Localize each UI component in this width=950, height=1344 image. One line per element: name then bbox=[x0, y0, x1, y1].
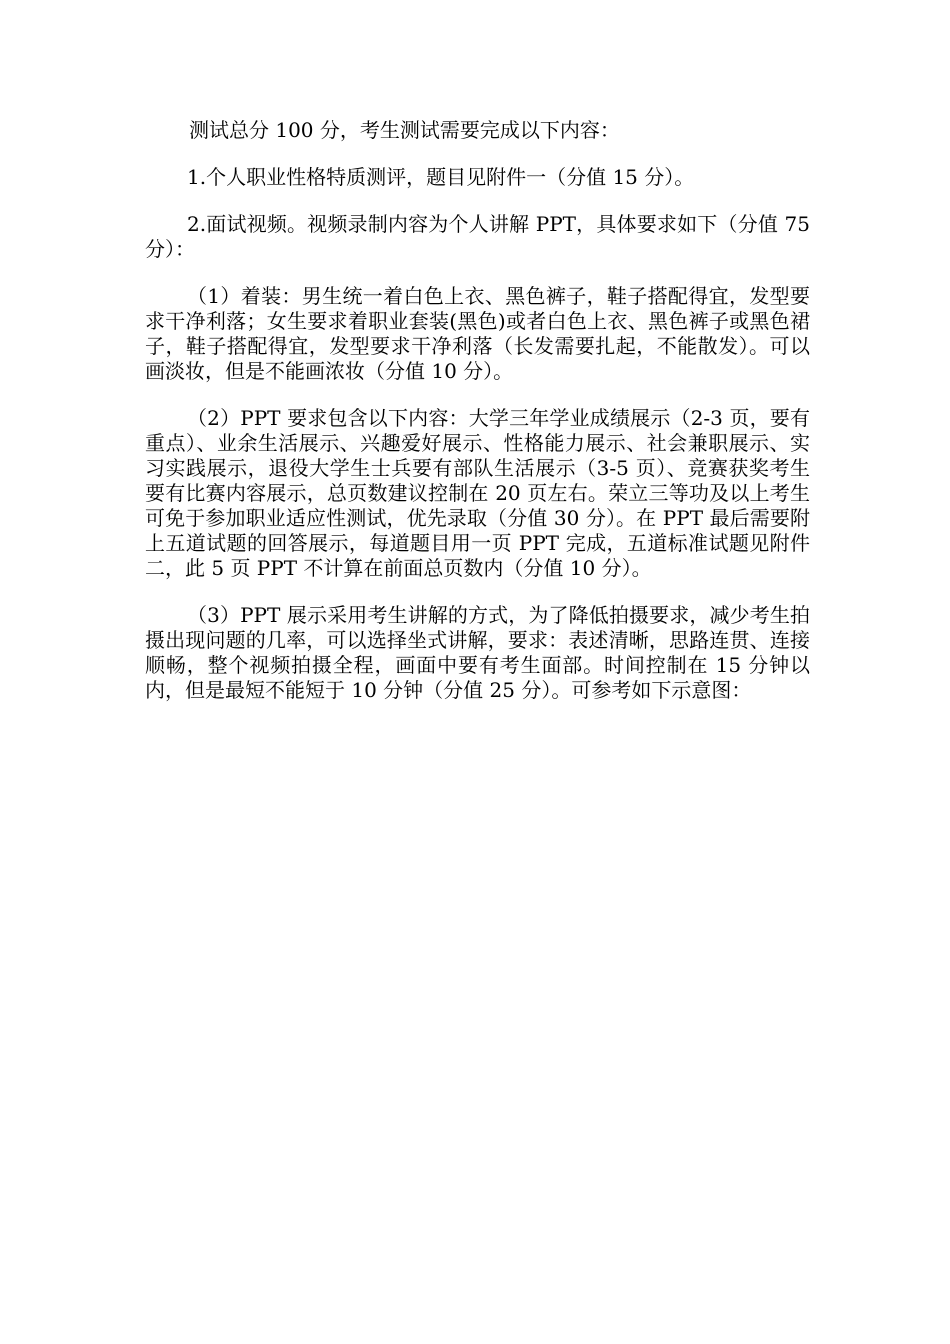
paragraph-item-2: 2.面试视频。视频录制内容为个人讲解 PPT，具体要求如下（分值 75 分）： bbox=[145, 212, 810, 261]
paragraph-dress-code: （1）着装：男生统一着白色上衣、黑色裤子，鞋子搭配得宜，发型要求干净利落；女生要求着职业套装(黑色)或者白色上衣、黑色裤子或黑色裙子，鞋子搭配得宜，发型要求干净利落（长发需要扎起，不能散发）。可以画淡妆，但是不能画浓妆（分值 10 分）。 bbox=[145, 284, 810, 383]
document-body bbox=[145, 118, 810, 725]
paragraph-item-1: 1.个人职业性格特质测评，题目见附件一（分值 15 分）。 bbox=[187, 165, 695, 189]
paragraph-intro: 测试总分 100 分，考生测试需要完成以下内容： bbox=[189, 118, 620, 142]
paragraph-ppt-presentation: （3）PPT 展示采用考生讲解的方式，为了降低拍摄要求，减少考生拍摄出现问题的几率，可以选择坐式讲解，要求：表述清晰，思路连贯、连接顺畅，整个视频拍摄全程，画面中要有考生面部。时间控制在 15 分钟以内，但是最短不能短于 10 分钟（分值 25 分）。可参考如下示意图： bbox=[145, 603, 810, 702]
paragraph-ppt-content: （2）PPT 要求包含以下内容：大学三年学业成绩展示（2-3 页，要有重点）、业余生活展示、兴趣爱好展示、性格能力展示、社会兼职展示、实习实践展示，退役大学生士兵要有部队生活展示（3-5 页）、竞赛获奖考生要有比赛内容展示，总页数建议控制在 20 页左右。荣立三等功及以上考生可免于参加职业适应性测试，优先录取（分值 30 分）。在 PPT 最后需要附上五道试题的回答展示，每道题目用一页 PPT 完成，五道标准试题见附件二，此 5 页 PPT 不计算在前面总页数内（分值 10 分）。 bbox=[145, 406, 810, 580]
